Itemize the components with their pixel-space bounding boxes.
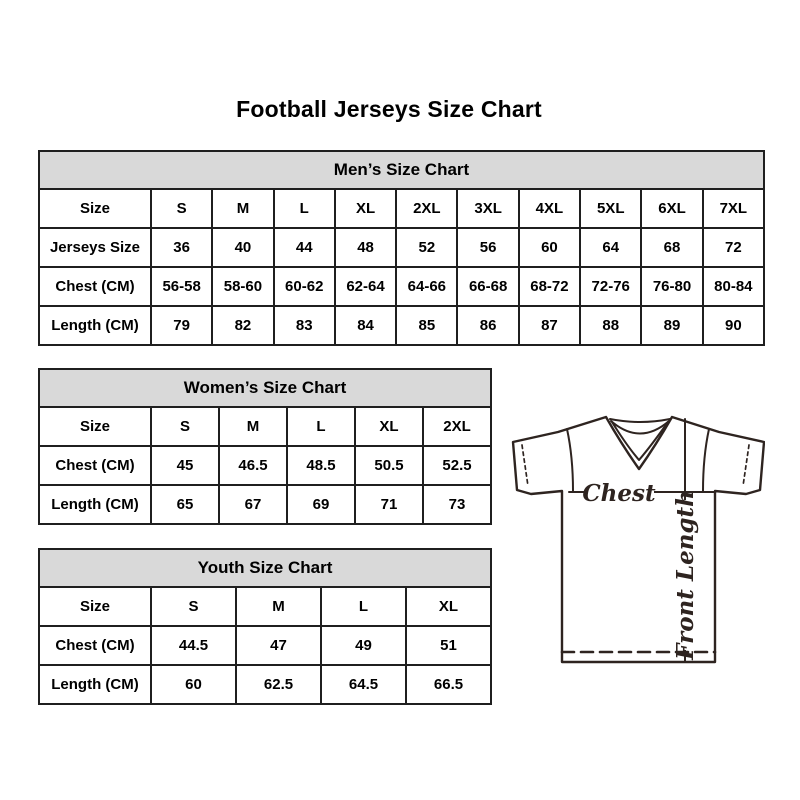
table-cell: 85: [396, 306, 457, 345]
table-cell: 6XL: [641, 189, 702, 228]
table-cell: 56: [457, 228, 518, 267]
table-cell: 44.5: [151, 626, 236, 665]
table-cell: 68-72: [519, 267, 580, 306]
table-row: [39, 665, 491, 704]
table-cell: M: [236, 587, 321, 626]
table-cell: 40: [212, 228, 273, 267]
table-cell: 48: [335, 228, 396, 267]
row-label: Length (CM): [39, 306, 151, 345]
table-cell: 46.5: [219, 446, 287, 485]
table-cell: 52: [396, 228, 457, 267]
table-cell: 87: [519, 306, 580, 345]
table-cell: S: [151, 189, 212, 228]
table-cell: 48.5: [287, 446, 355, 485]
table-cell: 47: [236, 626, 321, 665]
row-label: Jerseys Size: [39, 228, 151, 267]
table-cell: 2XL: [423, 407, 491, 446]
table-cell: 89: [641, 306, 702, 345]
table-cell: 64: [580, 228, 641, 267]
jersey-measurement-diagram: [505, 412, 765, 672]
table-cell: M: [212, 189, 273, 228]
section-header-row: [39, 369, 491, 407]
table-cell: 71: [355, 485, 423, 524]
table-cell: L: [287, 407, 355, 446]
table-cell: S: [151, 407, 219, 446]
table-cell: 90: [703, 306, 764, 345]
table-title: Women’s Size Chart: [39, 369, 491, 407]
table-row: [39, 485, 491, 524]
row-label: Size: [39, 189, 151, 228]
table-title: Youth Size Chart: [39, 549, 491, 587]
row-label: Chest (CM): [39, 267, 151, 306]
table-cell: 52.5: [423, 446, 491, 485]
table-cell: 60: [519, 228, 580, 267]
table-cell: 72: [703, 228, 764, 267]
table-cell: 76-80: [641, 267, 702, 306]
table-cell: 68: [641, 228, 702, 267]
row-label: Chest (CM): [39, 446, 151, 485]
table-cell: 3XL: [457, 189, 518, 228]
table-cell: 5XL: [580, 189, 641, 228]
womens-size-table: [38, 368, 492, 525]
table-cell: 88: [580, 306, 641, 345]
table-cell: 64-66: [396, 267, 457, 306]
table-cell: 4XL: [519, 189, 580, 228]
table-cell: 60-62: [274, 267, 335, 306]
table-cell: 62-64: [335, 267, 396, 306]
table-title: Men’s Size Chart: [39, 151, 764, 189]
table-cell: 44: [274, 228, 335, 267]
page-title: Football Jerseys Size Chart: [236, 96, 542, 122]
table-cell: XL: [355, 407, 423, 446]
row-label: Chest (CM): [39, 626, 151, 665]
youth-size-table: [38, 548, 492, 705]
table-cell: 65: [151, 485, 219, 524]
table-cell: 69: [287, 485, 355, 524]
chest-label: Chest: [582, 480, 656, 507]
table-cell: 80-84: [703, 267, 764, 306]
row-label: Length (CM): [39, 665, 151, 704]
table-cell: 66.5: [406, 665, 491, 704]
table-cell: L: [321, 587, 406, 626]
collar-back-line: [610, 419, 670, 422]
mens-size-table: [38, 150, 765, 346]
table-cell: 49: [321, 626, 406, 665]
table-cell: 50.5: [355, 446, 423, 485]
row-label: Size: [39, 407, 151, 446]
section-header-row: [39, 151, 764, 189]
table-cell: 60: [151, 665, 236, 704]
table-cell: XL: [335, 189, 396, 228]
table-cell: 82: [212, 306, 273, 345]
row-label: Length (CM): [39, 485, 151, 524]
table-cell: 84: [335, 306, 396, 345]
table-cell: 67: [219, 485, 287, 524]
table-cell: 62.5: [236, 665, 321, 704]
table-row: [39, 228, 764, 267]
jersey-outline-shape: [513, 417, 764, 662]
table-cell: 45: [151, 446, 219, 485]
table-row: [39, 446, 491, 485]
table-cell: 66-68: [457, 267, 518, 306]
row-label: Size: [39, 587, 151, 626]
table-cell: XL: [406, 587, 491, 626]
table-cell: M: [219, 407, 287, 446]
table-row: [39, 306, 764, 345]
table-cell: 51: [406, 626, 491, 665]
table-cell: 2XL: [396, 189, 457, 228]
table-cell: 64.5: [321, 665, 406, 704]
table-cell: 36: [151, 228, 212, 267]
table-cell: L: [274, 189, 335, 228]
section-header-row: [39, 549, 491, 587]
table-cell: 83: [274, 306, 335, 345]
table-cell: 79: [151, 306, 212, 345]
table-row: [39, 267, 764, 306]
table-cell: 72-76: [580, 267, 641, 306]
table-row: [39, 189, 764, 228]
table-cell: 86: [457, 306, 518, 345]
table-cell: 73: [423, 485, 491, 524]
front-length-label: Front Length: [672, 490, 699, 660]
table-cell: 7XL: [703, 189, 764, 228]
table-cell: 56-58: [151, 267, 212, 306]
table-row: [39, 626, 491, 665]
table-cell: 58-60: [212, 267, 273, 306]
table-row: [39, 587, 491, 626]
table-row: [39, 407, 491, 446]
table-cell: S: [151, 587, 236, 626]
